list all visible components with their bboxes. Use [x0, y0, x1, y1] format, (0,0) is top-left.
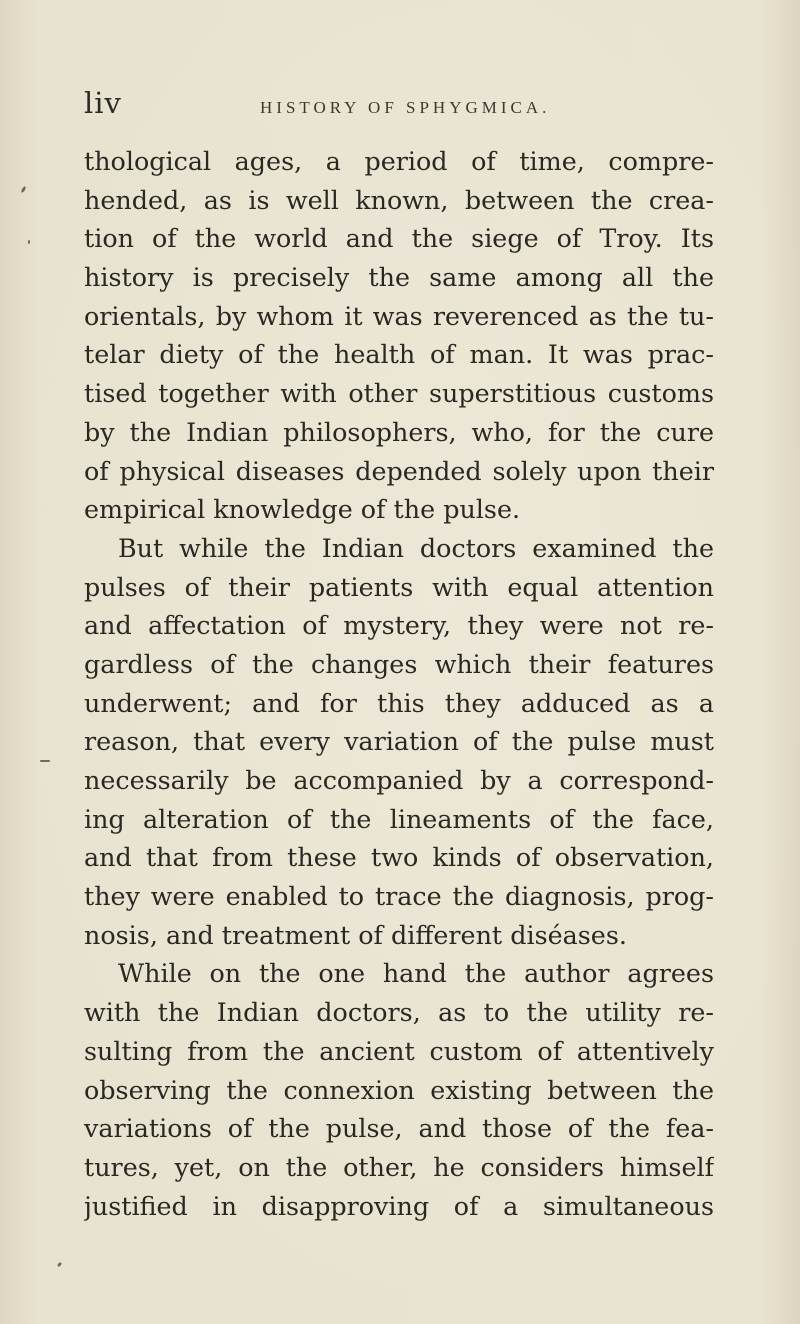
paper-speck [28, 240, 30, 244]
text-line: tised together with other superstitious customs [84, 378, 714, 409]
page-number: liv [84, 86, 122, 120]
paragraph-start-line: While on the one hand the author agrees [118, 958, 714, 989]
text-line: ing alteration of the lineaments of the face, [84, 803, 714, 834]
text-line: history is precisely the same among all the [84, 262, 714, 293]
text-line: nosis, and treatment of different diséases. [84, 919, 627, 950]
text-line: and that from these two kinds of observation, [84, 842, 714, 873]
text-line: thological ages, a period of time, compre- [84, 146, 714, 176]
text-line: underwent; and for this they adduced as a [84, 687, 714, 718]
text-line: by the Indian philosophers, who, for the cure [84, 416, 714, 447]
paper-speck [20, 186, 26, 194]
text-line: empirical knowledge of the pulse. [84, 494, 521, 525]
page-header [84, 86, 724, 126]
text-line: reason, that every variation of the pulse must [84, 726, 714, 757]
text-line: justified in disapproving of a simultaneous [84, 1190, 714, 1221]
running-head: HISTORY OF SPHYGMICA. [260, 98, 551, 117]
text-line: tion of the world and the siege of Troy. Its [84, 223, 714, 254]
text-line: orientals, by whom it was reverenced as the tu- [84, 300, 714, 331]
text-line: pulses of their patients with equal attention [84, 571, 714, 602]
text-line: tures, yet, on the other, he considers himself [84, 1151, 714, 1182]
paper-speck [57, 1262, 63, 1268]
paragraph-start-line: But while the Indian doctors examined the [118, 532, 714, 563]
text-line: gardless of the changes which their features [84, 648, 714, 679]
text-line: necessarily be accompanied by a correspond- [84, 765, 714, 795]
text-line: hended, as is well known, between the crea- [84, 184, 714, 215]
text-line: variations of the pulse, and those of the fea- [84, 1113, 714, 1144]
paper-speck [40, 760, 50, 762]
text-line: and affectation of mystery, they were not re- [84, 610, 714, 641]
text-line: observing the connexion existing between the [84, 1074, 714, 1105]
text-line: of physical diseases depended solely upon their [84, 455, 714, 486]
text-line: they were enabled to trace the diagnosis, prog- [84, 881, 714, 912]
text-line: sulting from the ancient custom of attentively [84, 1035, 714, 1066]
text-line: telar diety of the health of man. It was prac- [84, 339, 714, 370]
body-text [84, 142, 714, 1225]
text-line: with the Indian doctors, as to the utility re- [84, 997, 714, 1028]
